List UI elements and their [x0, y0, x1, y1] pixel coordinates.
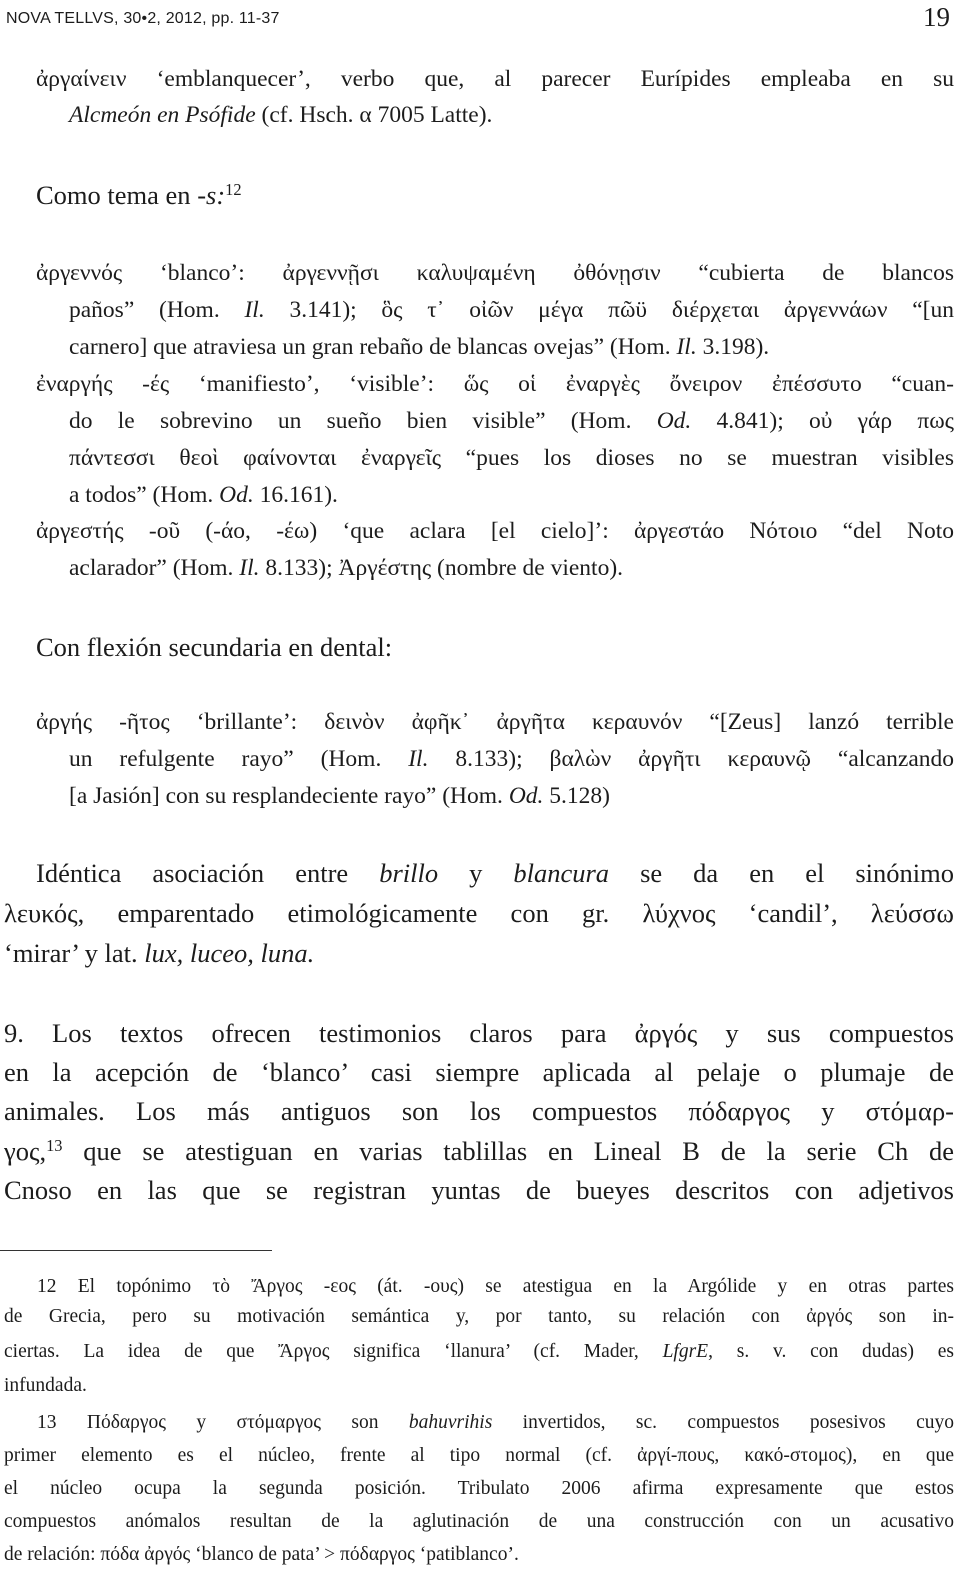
text: Cnoso en las que se registran yuntas de bueyes descritos con adjetivos — [4, 1175, 954, 1205]
text-italic: lux, luceo, luna. — [144, 938, 315, 968]
page-header — [6, 4, 954, 34]
text: se da en el sinónimo — [609, 858, 955, 888]
body-line-17 — [36, 856, 954, 890]
text: primer elemento es el núcleo, frente al tipo normal (cf. ἀργί-πους, κακό-στομος), en que — [4, 1445, 954, 1466]
text-italic: blancura — [513, 858, 610, 888]
text: infundada. — [4, 1375, 87, 1396]
body-line-15 — [69, 744, 954, 774]
text-italic: Od. — [219, 482, 254, 508]
text: 8.133); βαλὼν ἀργῆτι κεραυνῷ “alcanzando — [428, 746, 955, 772]
body-line-8 — [69, 406, 954, 436]
body-line-3 — [36, 178, 242, 212]
footnote-number: 13 — [37, 1412, 57, 1433]
text: 16.161). — [253, 482, 338, 508]
text: a todos” (Hom. — [69, 482, 220, 508]
text: 3.198). — [696, 334, 770, 360]
body-line-13 — [36, 630, 392, 664]
text: de relación: πόδα ἀργός ‘blanco de pata’ > πόδαργος ‘patiblanco’. — [4, 1544, 519, 1565]
text-italic: Il. — [239, 555, 260, 581]
text: 3.141); ὃς τ᾿ οἰῶν μέγα πῶϋ διέρχεται ἀργεννάων “[un — [264, 297, 954, 323]
body-line-6 — [69, 332, 769, 362]
body-line-5 — [69, 295, 954, 325]
body-line-9 — [69, 443, 954, 473]
running-head: NOVA TELLVS, 30•2, 2012, pp. 11-37 — [6, 10, 280, 27]
text: de Grecia, pero su motivación semántica y, por tanto, su relación con ἀργός son in- — [4, 1306, 954, 1327]
text: ἀργεννός ‘blanco’: ἀργεννῇσι καλυψαμένη ὀθόνῃσιν “cubierta de blancos — [36, 260, 954, 286]
footnote-13-line-3 — [4, 1476, 954, 1502]
text: compuestos anómalos resultan de la aglutinación de una construcción con un acusativo — [4, 1511, 954, 1532]
page-number: 19 — [923, 2, 950, 32]
body-line-4 — [36, 258, 954, 288]
body-line-10 — [69, 480, 338, 510]
text: El topónimo τὸ Ἄργος -εος (át. -ους) se atestigua en la Argólide y en otras partes — [56, 1276, 954, 1297]
body-line-18 — [4, 896, 954, 930]
text-italic: bahuvrihis — [408, 1412, 493, 1433]
body-line-22 — [4, 1094, 954, 1128]
text: ἀργαίνειν ‘emblanquecer’, verbo que, al parecer Eurípides empleaba en su — [36, 66, 954, 92]
footnote-separator — [0, 1250, 272, 1251]
text: invertidos, sc. compuestos posesivos cuyo — [492, 1412, 954, 1433]
text: 9. Los textos ofrecen testimonios claros para ἀργός y sus compuestos — [4, 1018, 954, 1048]
text: πάντεσσι θεοὶ φαίνονται ἐναργεῖς “pues los dioses no se muestran visibles — [69, 445, 954, 471]
text-italic: Il. — [676, 334, 697, 360]
text: animales. Los más antiguos son los compuestos πόδαργος y στόμαρ- — [4, 1096, 954, 1126]
text: ‘mirar’ y lat. — [4, 938, 145, 968]
body-line-1 — [36, 64, 954, 94]
footnote-12-line-2 — [4, 1304, 954, 1330]
text: [a Jasión] con su resplandeciente rayo” (Hom. — [69, 783, 509, 809]
body-line-14 — [36, 707, 954, 737]
text: el núcleo ocupa la segunda posición. Tribulato 2006 afirma expresamente que estos — [4, 1478, 954, 1499]
text: ἐναργής -ές ‘manifiesto’, ‘visible’: ὥς οἱ ἐναργὲς ὄνειρον ἐπέσσυτο “cuan- — [36, 371, 954, 397]
footnote-number: 12 — [37, 1276, 57, 1297]
text: γος, — [4, 1136, 47, 1166]
body-line-7 — [36, 369, 954, 399]
body-line-11 — [36, 516, 954, 546]
text-italic: Il. — [408, 746, 429, 772]
text: Como tema en — [36, 180, 198, 210]
body-line-2 — [69, 100, 492, 130]
footnote-13-line-5 — [4, 1542, 519, 1568]
text-italic: Od. — [656, 408, 692, 434]
text: Πόδαργος y στόμαργος son — [56, 1412, 409, 1433]
text: do le sobrevino un sueño bien visible” (Hom. — [69, 408, 657, 434]
body-line-24 — [4, 1173, 954, 1207]
footnote-12-line-4 — [4, 1373, 87, 1399]
body-line-21 — [4, 1055, 954, 1089]
body-line-23 — [4, 1134, 954, 1168]
footnote-12-line-1 — [4, 1274, 954, 1300]
text-italic: Il. — [244, 297, 265, 323]
footnote-13-line-2 — [4, 1443, 954, 1469]
text: que se atestiguan en varias tablillas en Lineal B de la serie Ch de — [62, 1136, 954, 1166]
body-line-20 — [4, 1016, 954, 1050]
body-line-19 — [4, 936, 314, 970]
text: carnero] que atraviesa un gran rebaño de blancas ovejas” (Hom. — [69, 334, 677, 360]
text-italic: Od. — [508, 783, 544, 809]
text: un refulgente rayo” (Hom. — [69, 746, 409, 772]
text: 5.128) — [543, 783, 610, 809]
text: Idéntica asociación entre — [36, 858, 380, 888]
text-italic: brillo — [379, 858, 439, 888]
body-line-16 — [69, 781, 610, 811]
text: ἀργής -ῆτος ‘brillante’: δεινὸν ἀφῆκ᾿ ἀργῆτα κεραυνόν “[Zeus] lanzó terrible — [36, 709, 954, 735]
text: Con flexión secundaria en dental: — [36, 632, 393, 662]
text: ciertas. La idea de que Ἄργος significa ‘llanura’ (cf. Mader, — [4, 1341, 663, 1362]
footnote-13-line-1 — [4, 1410, 954, 1436]
body-line-12 — [69, 553, 623, 583]
text-italic: Alcmeón en Psófide — [69, 102, 256, 128]
text: y — [438, 858, 514, 888]
text: (cf. Hsch. α 7005 Latte). — [255, 102, 493, 128]
text: , s. v. con dudas) es — [708, 1341, 954, 1362]
text: λευκός, emparentado etimológicamente con gr. λύχνος ‘candil’, λεύσσω — [4, 898, 954, 928]
text: en la acepción de ‘blanco’ casi siempre aplicada al pelaje o plumaje de — [4, 1057, 954, 1087]
footnote-ref-13: 13 — [46, 1135, 63, 1155]
text: aclarador” (Hom. — [69, 555, 240, 581]
text: ἀργεστής -οῦ (-άο, -έω) ‘que aclara [el cielo]’: ἀργεστάο Νότοιο “del Noto — [36, 518, 954, 544]
text-italic: -s: — [197, 180, 226, 210]
text: paños” (Hom. — [69, 297, 245, 323]
footnote-12-line-3 — [4, 1339, 954, 1365]
footnote-13-line-4 — [4, 1509, 954, 1535]
footnote-ref-12: 12 — [225, 179, 242, 199]
text: 4.841); οὐ γάρ πως — [691, 408, 954, 434]
text-italic: LfgrE — [662, 1341, 709, 1362]
text: 8.133); Ἀργέστης (nombre de viento). — [259, 555, 624, 581]
